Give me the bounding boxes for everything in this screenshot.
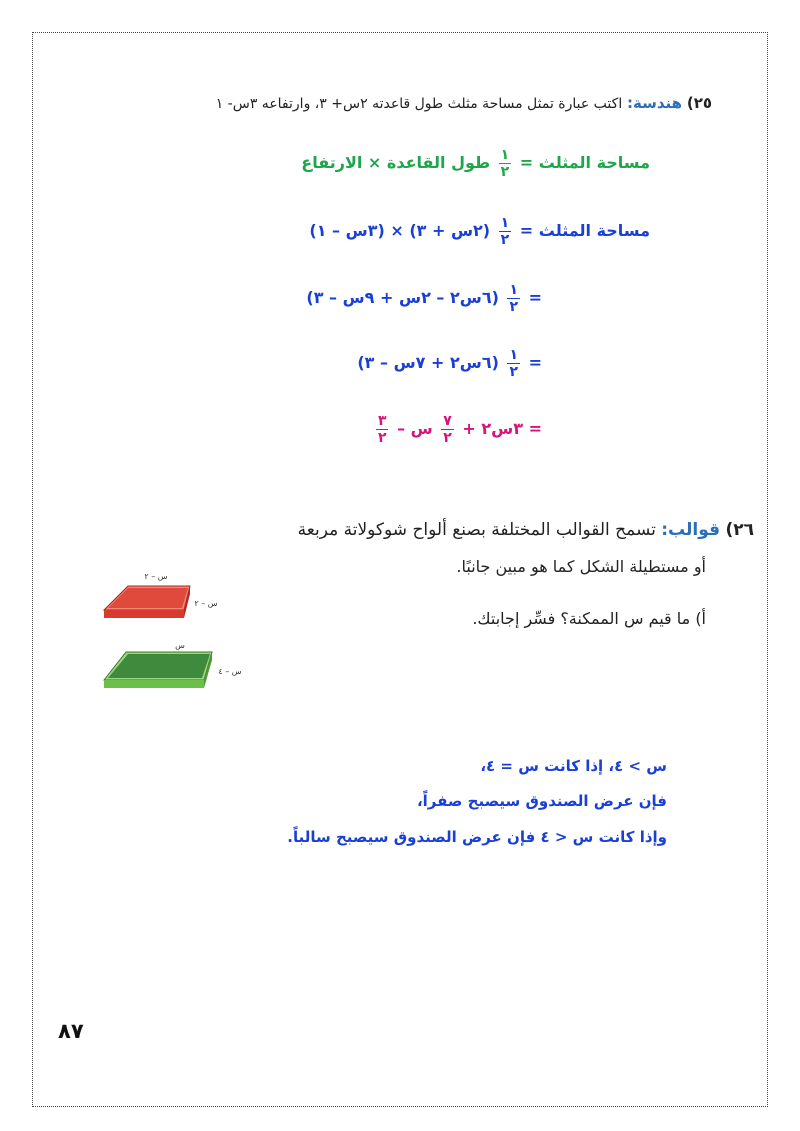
green-mold [104,652,212,688]
question-26 [298,520,754,540]
line2-lhs: مساحة المثلث = [519,221,650,240]
line2-rhs: (٢س + ٣) × (٣س – ١) [309,221,491,240]
solution-line-4 [357,348,542,379]
solution-line-2 [309,216,650,247]
mold-figures [100,566,280,696]
line5-term2: س – [397,419,433,438]
red-side-label: س – ٢ [194,599,218,608]
red-top-label: س – ٢ [144,572,168,581]
question-part-a: أ) ما قيم س الممكنة؟ فسِّر إجابتك. [472,609,706,628]
line4-rhs: (٦س٢ + ٧س – ٣) [357,353,499,372]
solution-line-3 [306,283,542,314]
half-fraction: $\frac{١}{٢}$ [500,215,510,248]
question-tag: قوالب: [661,520,721,540]
equals-sign: = [528,288,542,307]
question-text-line2: أو مستطيلة الشكل كما هو مبين جانبًا. [456,557,706,576]
question-number: ٢٥) [686,94,712,112]
question-number: ٢٦) [725,520,754,540]
equals-sign: = [528,353,542,372]
seven-halves-fraction: $\frac{٧}{٢}$ [443,413,452,446]
answer-line-1: س > ٤، إذا كانت س = ٤، [480,757,667,775]
formula-lhs: مساحة المثلث = [519,153,650,172]
line3-rhs: (٦س٢ – ٢س + ٩س – ٣) [306,288,499,307]
area-formula [301,148,650,179]
red-mold [104,586,190,618]
solution-line-5 [373,414,542,445]
answer-line-2: فإن عرض الصندوق سيصبح صفراً، [416,792,667,810]
formula-rhs: طول القاعدة × الارتفاع [301,153,491,172]
green-side-label: س – ٤ [218,667,242,676]
three-halves-fraction: $\frac{٣}{٢}$ [377,413,387,446]
answer-line-3: وإذا كانت س < ٤ فإن عرض الصندوق سيصبح سالباً. [287,828,667,846]
question-text: اكتب عبارة تمثل مساحة مثلث طول قاعدته ٢س+ ٣، وارتفاعه ٣س- ١ [215,96,623,112]
question-tag: هندسة: [627,94,683,112]
green-top-label: س [175,641,185,650]
half-fraction: $\frac{١}{٢}$ [500,147,510,180]
half-fraction: $\frac{١}{٢}$ [509,282,519,315]
equals-sign: = [528,419,542,438]
question-25 [216,94,712,112]
line5-term1: ٣س٢ + [462,419,524,438]
page-number: ٨٧ [58,1019,84,1043]
question-text-line1: تسمح القوالب المختلفة بصنع ألواح شوكولاتة مربعة [297,520,656,540]
half-fraction: $\frac{١}{٢}$ [509,347,519,380]
